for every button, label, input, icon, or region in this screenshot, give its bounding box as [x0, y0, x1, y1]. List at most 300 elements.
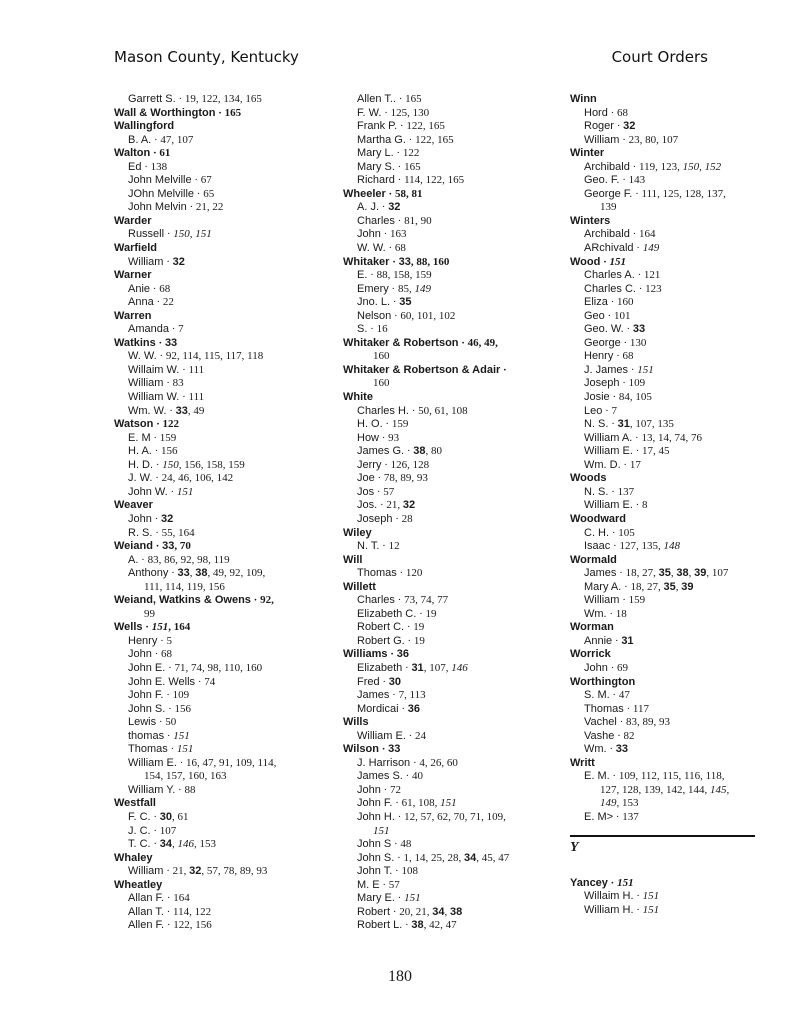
index-given-name-entry [114, 743, 334, 757]
entry-pages: · 30, 61 [150, 810, 189, 823]
entry-pages: · 156 [151, 445, 178, 458]
index-given-name-entry [114, 757, 334, 771]
index-given-name-entry [570, 594, 770, 608]
entry-name: John [128, 512, 152, 525]
index-given-name-entry [570, 350, 770, 364]
index-given-name-entry [114, 676, 334, 690]
entry-name: B. A. [128, 133, 152, 146]
index-given-name-entry [114, 405, 334, 419]
index-given-name-entry [114, 283, 334, 297]
entry-name: Elizabeth [357, 661, 403, 674]
entry-name: F. W. [357, 106, 382, 119]
index-given-name-entry [114, 174, 334, 188]
entry-pages: · 33, 49 [166, 404, 205, 417]
entry-name: Robert [357, 905, 391, 918]
entry-pages: · 159 [382, 418, 409, 431]
index-given-name-entry [343, 418, 558, 432]
index-given-name-entry [343, 323, 558, 337]
entry-pages: · 68 [613, 350, 634, 363]
entry-pages: · 24 [405, 729, 427, 742]
entry-name: John [128, 648, 152, 661]
index-given-name-entry [343, 283, 558, 297]
entry-pages: · 21, 32, 57, 78, 89, 93 [163, 865, 268, 878]
index-given-name-entry [343, 811, 558, 825]
entry-name: Anna [128, 296, 154, 309]
index-given-name-entry [570, 323, 770, 337]
index-given-name-entry [114, 703, 334, 717]
entry-pages: · 68 [151, 648, 173, 661]
entry-name: William E. [584, 499, 633, 512]
entry-pages: · 114, 122, 165 [394, 174, 465, 187]
entry-name: Robert C. [357, 621, 405, 634]
entry-name: T. C. [128, 838, 151, 851]
entry-pages: · 16, 47, 91, 109, 114, [176, 756, 277, 769]
entry-pages: · 122, 165 [397, 120, 445, 133]
entry-name: Wilson [343, 743, 379, 756]
entry-name: Mary A. [584, 580, 622, 593]
entry-name: W. W. [357, 242, 386, 255]
entry-pages: · 23, 80, 107 [619, 133, 679, 146]
index-column-2 [343, 93, 558, 933]
entry-pages: · 151 [164, 729, 190, 742]
index-given-name-entry [343, 865, 558, 879]
index-given-name-entry [343, 513, 558, 527]
index-given-name-entry [343, 635, 558, 649]
entry-pages: · 109 [619, 377, 646, 390]
index-given-name-entry [570, 703, 770, 717]
entry-pages: · 38, 42, 47 [402, 919, 457, 932]
entry-name: J. W. [128, 472, 153, 485]
entry-name: Geo [584, 309, 605, 322]
entry-name: John E. Wells [128, 675, 196, 688]
entry-name: Anie [128, 282, 151, 295]
entry-pages-continued: 160 [373, 377, 390, 390]
index-given-name-entry [343, 608, 558, 622]
entry-name: Wm. D. [584, 458, 621, 471]
entry-pages: · 111 [179, 391, 205, 404]
page-number: 180 [388, 968, 412, 985]
entry-pages: · 165 [215, 106, 242, 119]
entry-pages: · 120 [396, 567, 423, 580]
index-given-name-entry [570, 904, 770, 918]
entry-name: Worman [570, 621, 614, 634]
entry-name: Whaley [114, 851, 153, 864]
entry-pages: · 33 [606, 743, 629, 756]
entry-name: Worrick [570, 648, 611, 661]
index-given-name-entry [570, 418, 770, 432]
entry-name: White [343, 391, 373, 404]
entry-name: Jerry [357, 458, 382, 471]
entry-pages: · 32 [613, 120, 636, 133]
entry-pages: · 65 [194, 187, 215, 200]
entry-name: James [584, 567, 617, 580]
entry-pages: · 33 [378, 743, 401, 756]
index-given-name-entry [114, 648, 334, 662]
entry-name: Watkins [114, 336, 156, 349]
entry-name: Wm. [584, 607, 607, 620]
index-given-name-entry [343, 432, 558, 446]
entry-pages-continued: 139 [600, 201, 617, 214]
entry-pages: · 163 [380, 228, 407, 241]
entry-pages: · 78, 89, 93 [374, 472, 428, 485]
index-given-name-entry [570, 310, 770, 324]
entry-pages: · 127, 135, 148 [610, 540, 680, 553]
entry-pages-continued: 154, 157, 160, 163 [144, 770, 227, 783]
index-given-name-entry [570, 527, 770, 541]
entry-name: William E. [584, 445, 633, 458]
entry-pages: · 32 [151, 512, 174, 525]
entry-name: E. M [128, 431, 151, 444]
index-given-name-entry [343, 134, 558, 148]
entry-pages: · 30 [379, 675, 402, 688]
entry-pages: · 151 [394, 892, 421, 905]
entry-name: Willaim W. [128, 363, 180, 376]
entry-pages: · 121 [634, 269, 661, 282]
entry-pages: · 34, 146, 153 [150, 838, 217, 851]
entry-name: John [357, 228, 381, 241]
entry-name: J. C. [128, 824, 151, 837]
spacer [570, 863, 770, 877]
index-given-name-entry [343, 147, 558, 161]
index-surname-entry [114, 310, 334, 324]
entry-pages: · 18 [606, 607, 627, 620]
entry-name: John F. [357, 797, 393, 810]
index-surname-entry [570, 648, 770, 662]
entry-name: Thomas [584, 702, 624, 715]
entry-name: Wallingford [114, 120, 175, 133]
index-given-name-entry [114, 567, 334, 581]
index-given-name-entry [343, 174, 558, 188]
entry-name: James G. [357, 445, 405, 458]
entry-pages: · 122 [153, 418, 179, 431]
entry-pages: · 119, 123, 150, 152 [629, 160, 722, 173]
entry-pages: · 130 [620, 336, 647, 349]
entry-pages: · 149 [633, 242, 660, 255]
entry-pages: · 160 [607, 296, 634, 309]
entry-pages: · 151, 164 [142, 621, 191, 634]
entry-pages: · 1, 14, 25, 28, 34, 45, 47 [394, 851, 510, 864]
index-surname-entry [114, 215, 334, 229]
entry-name: Winter [570, 147, 605, 160]
entry-pages: · 81, 90 [394, 214, 432, 227]
entry-name: Fred [357, 675, 380, 688]
index-given-name-entry [570, 188, 770, 202]
entry-name: Joseph [357, 512, 393, 525]
entry-pages: · 159 [150, 431, 177, 444]
entry-name: John Melville [128, 174, 192, 187]
index-given-name-entry [114, 364, 334, 378]
section-letter: Y [570, 839, 579, 855]
index-surname-entry [570, 877, 770, 891]
entry-name: Winn [570, 93, 597, 105]
entry-name: Joseph [584, 377, 620, 390]
entry-name: E. M. [584, 770, 610, 783]
index-given-name-entry [343, 120, 558, 134]
entry-name: H. A. [128, 445, 152, 458]
index-given-name-entry [114, 161, 334, 175]
index-given-name-entry [343, 296, 558, 310]
entry-name: Jos [357, 485, 375, 498]
index-given-name-entry [114, 554, 334, 568]
entry-pages: · 68 [607, 106, 629, 119]
index-surname-entry [570, 147, 770, 161]
header-county-title: Mason County, Kentucky [114, 48, 299, 66]
index-given-name-entry [114, 432, 334, 446]
entry-pages: · 150, 156, 158, 159 [153, 458, 245, 471]
entry-pages: · 69 [607, 661, 629, 674]
entry-pages: · 31, 107, 146 [402, 661, 468, 674]
entry-name: Leo [584, 404, 603, 417]
index-surname-entry [114, 418, 334, 432]
entry-name: E. [357, 269, 368, 282]
entry-pages: · 32 [163, 255, 185, 268]
entry-pages: · 38, 80 [404, 445, 442, 458]
entry-pages: · 57 [379, 878, 400, 891]
entry-name: Archibald [584, 160, 630, 173]
entry-pages: · 74 [195, 675, 216, 688]
index-given-name-entry [114, 892, 334, 906]
entry-name: Eliza [584, 296, 608, 309]
entry-pages: · 165 [394, 160, 421, 173]
entry-name: Walton [114, 147, 151, 160]
entry-name: William [128, 865, 164, 878]
entry-pages: · 61, 108, 151 [392, 797, 457, 810]
entry-name: Robert L. [357, 919, 403, 932]
index-given-name-entry [114, 730, 334, 744]
entry-pages: · 4, 26, 60 [410, 756, 458, 769]
entry-name: James [357, 689, 390, 702]
index-given-name-entry [343, 201, 558, 215]
entry-name: Wall & Worthington [114, 106, 216, 119]
index-given-name-entry [570, 296, 770, 310]
entry-pages: · 61 [150, 147, 171, 160]
entry-name: Worthington [570, 675, 636, 688]
entry-pages: · 122, 165 [405, 133, 454, 146]
entry-name: ARchivald [584, 242, 634, 255]
index-surname-entry [570, 472, 770, 486]
entry-name: William E. [357, 729, 406, 742]
entry-name: Whitaker & Robertson [343, 336, 459, 349]
index-surname-entry [570, 554, 770, 568]
entry-pages: · 33, 70 [152, 540, 191, 553]
entry-pages: · 164 [629, 228, 656, 241]
index-given-name-entry [343, 919, 558, 933]
entry-pages: · 105 [609, 526, 635, 539]
entry-name: John S [357, 838, 392, 851]
index-given-name-entry [343, 107, 558, 121]
index-given-name-entry [570, 242, 770, 256]
entry-name: Weaver [114, 499, 153, 512]
entry-name: E. M> [584, 810, 614, 823]
entry-pages: · 50, 61, 108 [408, 404, 468, 417]
entry-name: John E. [128, 661, 166, 674]
entry-name: Ed [128, 160, 142, 173]
page-header [114, 48, 708, 70]
index-given-name-entry [570, 716, 770, 730]
index-given-name-entry [343, 93, 558, 107]
entry-name: H. D. [128, 458, 154, 471]
index-given-name-entry [343, 310, 558, 324]
index-column-3 [570, 93, 770, 917]
entry-name: F. C. [128, 810, 151, 823]
index-given-name-entry [114, 256, 334, 270]
index-given-name-entry [570, 486, 770, 500]
entry-name: Richard [357, 174, 395, 187]
entry-pages: · 46, 49, [458, 336, 498, 349]
index-given-name-entry [343, 879, 558, 893]
index-given-name-entry [114, 906, 334, 920]
entry-name: How [357, 431, 380, 444]
entry-name: Wheeler [343, 187, 386, 200]
entry-pages: · 50 [156, 716, 177, 729]
index-given-name-entry [114, 323, 334, 337]
entry-pages: · 19, 122, 134, 165 [175, 93, 262, 105]
index-given-name-entry [570, 174, 770, 188]
index-surname-entry [114, 107, 334, 121]
index-given-name-entry [343, 459, 558, 473]
entry-pages: · 125, 130 [381, 106, 430, 119]
entry-name: John [357, 783, 381, 796]
entry-pages: · 28 [392, 512, 413, 525]
entry-pages: · 7 [602, 404, 618, 417]
index-given-name-entry [343, 215, 558, 229]
entry-name: William [128, 255, 164, 268]
entry-pages: · 33 [155, 336, 178, 349]
index-surname-entry [114, 852, 334, 866]
entry-pages: · 151 [628, 363, 654, 376]
entry-pages-continued: 111, 114, 119, 156 [144, 580, 225, 593]
entry-pages: · 164 [164, 892, 190, 905]
entry-name: Charles [357, 214, 395, 227]
entry-pages: · 108 [392, 865, 418, 878]
entry-pages: · 165 [395, 93, 422, 105]
header-section-title: Court Orders [611, 48, 708, 66]
entry-name: William [584, 133, 620, 146]
index-given-name-entry [114, 391, 334, 405]
index-given-name-entry [114, 825, 334, 839]
index-surname-entry [114, 242, 334, 256]
entry-pages: · 68 [150, 282, 171, 295]
entry-name: Garrett S. [128, 93, 176, 105]
entry-name: William E. [128, 756, 177, 769]
entry-pages: · 137 [613, 810, 639, 823]
index-given-name-entry [114, 445, 334, 459]
index-given-name-entry [570, 364, 770, 378]
entry-name: Allen F. [128, 919, 165, 932]
entry-name: John H. [357, 810, 395, 823]
entry-pages: · 19 [416, 607, 437, 620]
entry-pages: · 21, 32 [377, 499, 416, 512]
index-given-name-entry [114, 486, 334, 500]
entry-name: John S. [128, 702, 166, 715]
entry-pages: · 151 [633, 903, 660, 916]
index-surname-entry [570, 513, 770, 527]
index-given-name-entry [114, 716, 334, 730]
entry-pages: · 88 [175, 783, 196, 796]
entry-name: Charles H. [357, 404, 409, 417]
index-given-name-entry [343, 567, 558, 581]
entry-pages: · 32 [379, 201, 401, 214]
entry-name: George F. [584, 187, 633, 200]
index-given-name-entry [570, 540, 770, 554]
index-given-name-entry [343, 486, 558, 500]
entry-name: H. O. [357, 418, 383, 431]
index-given-name-entry [343, 703, 558, 717]
entry-name: Mary E. [357, 892, 395, 905]
entry-name: Wm. W. [128, 404, 167, 417]
entry-name: Warner [114, 269, 152, 282]
entry-pages: · 17 [620, 458, 641, 471]
entry-pages-continued: 127, 128, 139, 142, 144, 145, [600, 783, 730, 796]
index-given-name-entry [343, 499, 558, 513]
entry-name: Josie [584, 391, 610, 404]
index-given-name-entry [114, 811, 334, 825]
entry-name: Joe [357, 472, 375, 485]
index-given-name-entry [114, 838, 334, 852]
index-surname-entry [114, 621, 334, 635]
index-given-name-entry [114, 188, 334, 202]
entry-name: Yancey [570, 876, 608, 889]
index-given-name-entry [114, 784, 334, 798]
entry-name: Writt [570, 756, 595, 769]
entry-name: Nelson [357, 309, 392, 322]
entry-name: Willett [343, 580, 376, 593]
entry-name: Wm. [584, 743, 607, 756]
index-given-name-entry [343, 797, 558, 811]
index-given-name-entry [570, 134, 770, 148]
entry-name: Whitaker & Robertson & Adair [343, 363, 501, 376]
entry-pages: · 83 [163, 377, 184, 390]
entry-name: Frank P. [357, 120, 398, 133]
entry-pages: · 71, 74, 98, 110, 160 [165, 661, 263, 674]
index-surname-entry [114, 540, 334, 554]
entry-pages: · 83, 89, 93 [616, 716, 670, 729]
entry-pages: · 122, 156 [164, 919, 212, 932]
index-given-name-entry [570, 811, 770, 825]
index-given-name-entry [343, 242, 558, 256]
entry-name: John F. [128, 689, 164, 702]
entry-name: A. [128, 553, 139, 566]
entry-name: Allan T. [128, 905, 164, 918]
entry-name: Mary S. [357, 160, 395, 173]
index-given-name-entry [343, 621, 558, 635]
entry-name: Martha G. [357, 133, 406, 146]
entry-name: John Melvin [128, 201, 187, 214]
index-given-name-entry [343, 472, 558, 486]
index-given-name-entry [570, 459, 770, 473]
entry-pages: · 92, [250, 594, 274, 607]
entry-pages: · 92, 114, 115, 117, 118 [156, 350, 264, 363]
entry-pages: · 151 [167, 485, 194, 498]
index-given-name-entry [570, 499, 770, 513]
index-given-name-entry [570, 662, 770, 676]
entry-pages: · 36 [387, 648, 409, 661]
entry-pages: · 58, 81 [385, 187, 423, 200]
entry-pages: · 18, 27, 35, 39 [621, 580, 694, 593]
index-given-name-entry [570, 890, 770, 904]
entry-name: S. [357, 323, 368, 336]
index-given-name-entry [114, 513, 334, 527]
index-given-name-entry [343, 594, 558, 608]
entry-pages: · 126, 128 [381, 458, 430, 471]
entry-pages: · 111 [179, 363, 205, 376]
entry-pages: · 55, 164 [152, 526, 195, 539]
index-given-name-entry [114, 689, 334, 703]
entry-name: Amanda [128, 323, 169, 336]
entry-pages: · 88, 158, 159 [367, 269, 432, 282]
entry-name: Vashe [584, 729, 615, 742]
entry-pages: · 67 [191, 174, 212, 187]
